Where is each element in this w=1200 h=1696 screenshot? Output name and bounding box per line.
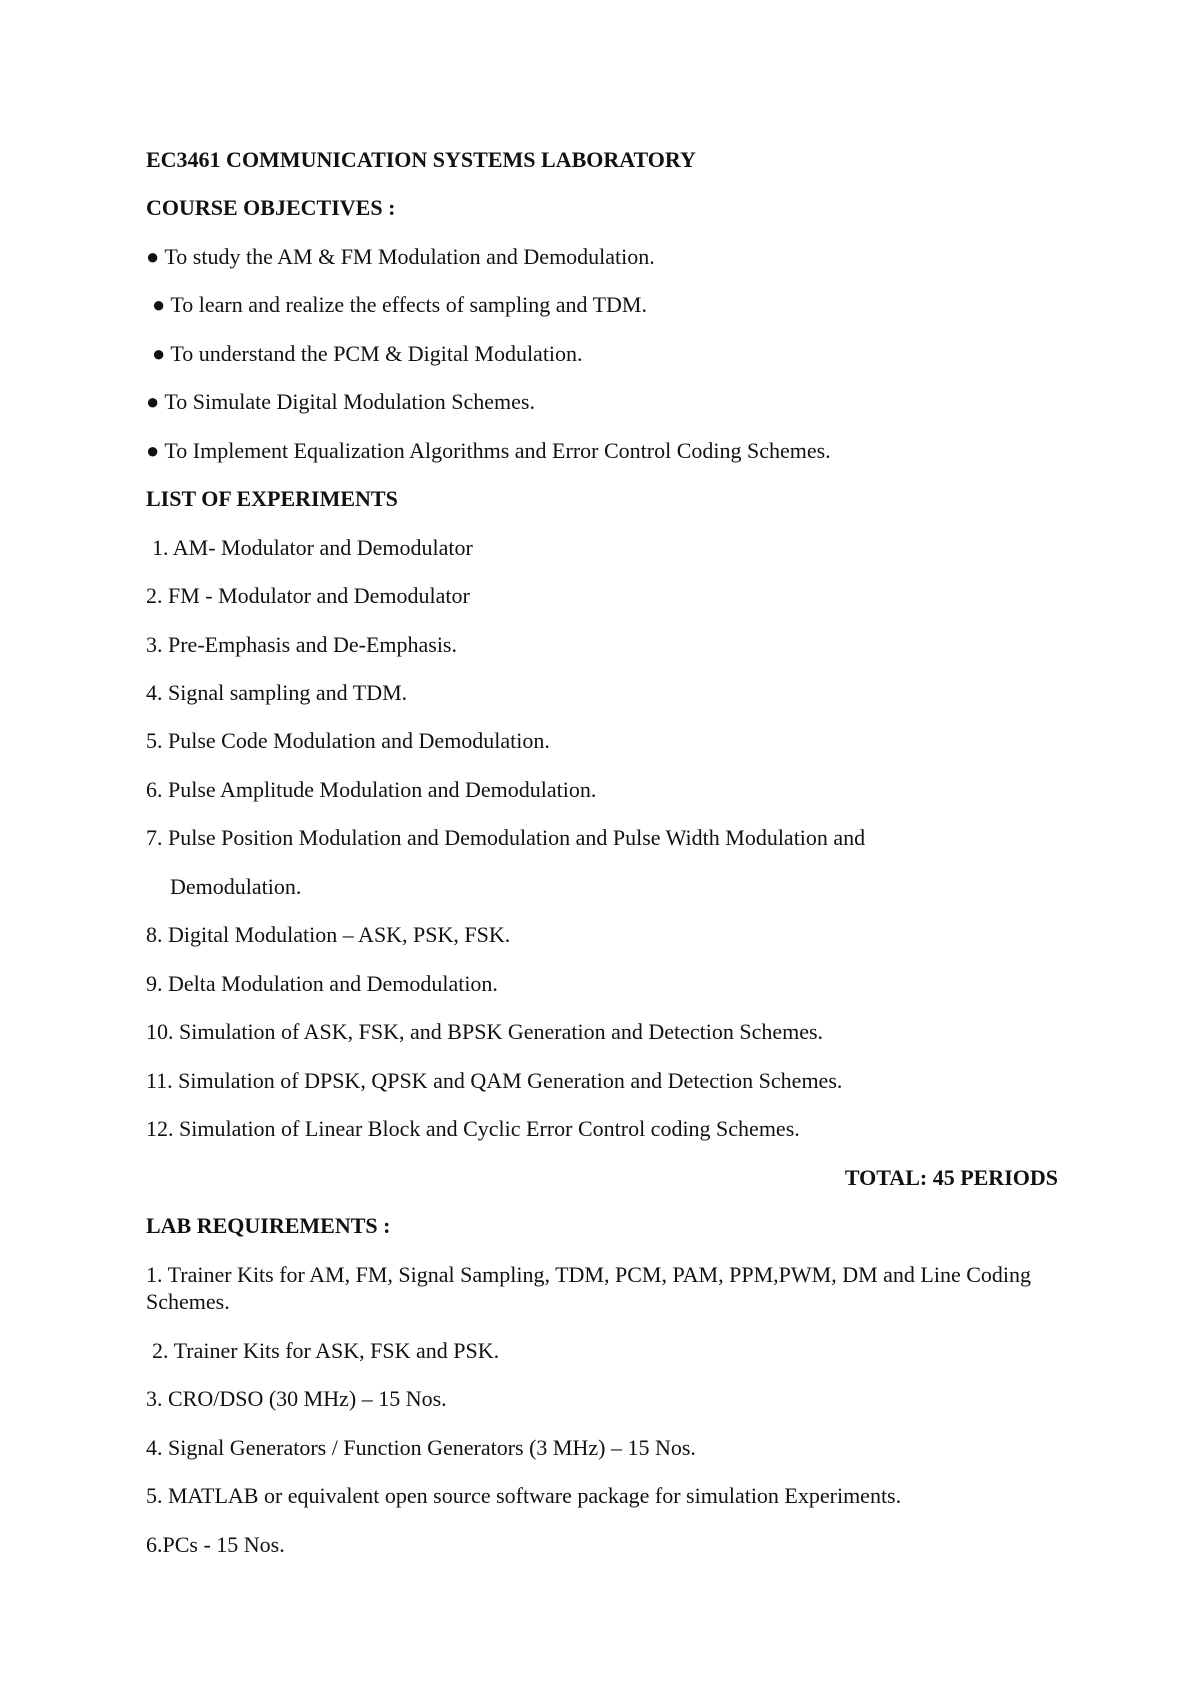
total-periods: TOTAL: 45 PERIODS: [844, 1165, 1058, 1190]
experiment-item: 5. Pulse Code Modulation and Demodulation.: [146, 728, 550, 753]
lab-requirement-item: 5. MATLAB or equivalent open source software package for simulation Experiments.: [146, 1483, 902, 1508]
experiment-item: 11. Simulation of DPSK, QPSK and QAM Generation and Detection Schemes.: [146, 1068, 843, 1093]
experiment-item: 1. AM- Modulator and Demodulator: [152, 535, 473, 560]
experiment-item: 9. Delta Modulation and Demodulation.: [146, 971, 498, 996]
experiment-item: 4. Signal sampling and TDM.: [146, 680, 408, 705]
objective-item: ● To Simulate Digital Modulation Schemes.: [146, 389, 535, 414]
lab-requirement-item: 2. Trainer Kits for ASK, FSK and PSK.: [152, 1338, 500, 1363]
experiment-item: 7. Pulse Position Modulation and Demodulation and Pulse Width Modulation and: [146, 825, 866, 850]
objective-item: ● To Implement Equalization Algorithms and Error Control Coding Schemes.: [146, 438, 831, 463]
objective-item: ● To understand the PCM & Digital Modulation.: [152, 341, 583, 366]
lab-requirement-item: 3. CRO/DSO (30 MHz) – 15 Nos.: [146, 1386, 447, 1411]
experiments-heading: LIST OF EXPERIMENTS: [146, 486, 398, 511]
experiment-item: 8. Digital Modulation – ASK, PSK, FSK.: [146, 922, 511, 947]
experiment-item: 12. Simulation of Linear Block and Cyclic Error Control coding Schemes.: [146, 1116, 800, 1141]
lab-requirement-item: 4. Signal Generators / Function Generators (3 MHz) – 15 Nos.: [146, 1435, 696, 1460]
lab-requirement-item: 1. Trainer Kits for AM, FM, Signal Sampling, TDM, PCM, PAM, PPM,PWM, DM and Line Coding Schemes.: [146, 1262, 1032, 1314]
experiment-item: 2. FM - Modulator and Demodulator: [146, 583, 470, 608]
objective-item: ● To learn and realize the effects of sampling and TDM.: [152, 292, 647, 317]
experiment-item: 6. Pulse Amplitude Modulation and Demodulation.: [146, 777, 597, 802]
experiment-item: 3. Pre-Emphasis and De-Emphasis.: [146, 632, 457, 657]
objectives-heading: COURSE OBJECTIVES :: [146, 195, 396, 220]
experiment-item: 10. Simulation of ASK, FSK, and BPSK Generation and Detection Schemes.: [146, 1019, 824, 1044]
objective-item: ● To study the AM & FM Modulation and Demodulation.: [146, 244, 655, 269]
lab-requirement-item: 6.PCs - 15 Nos.: [146, 1532, 285, 1557]
lab-requirements-heading: LAB REQUIREMENTS :: [146, 1213, 391, 1238]
experiment-item-continuation: Demodulation.: [170, 874, 302, 899]
course-title: EC3461 COMMUNICATION SYSTEMS LABORATORY: [146, 147, 696, 172]
